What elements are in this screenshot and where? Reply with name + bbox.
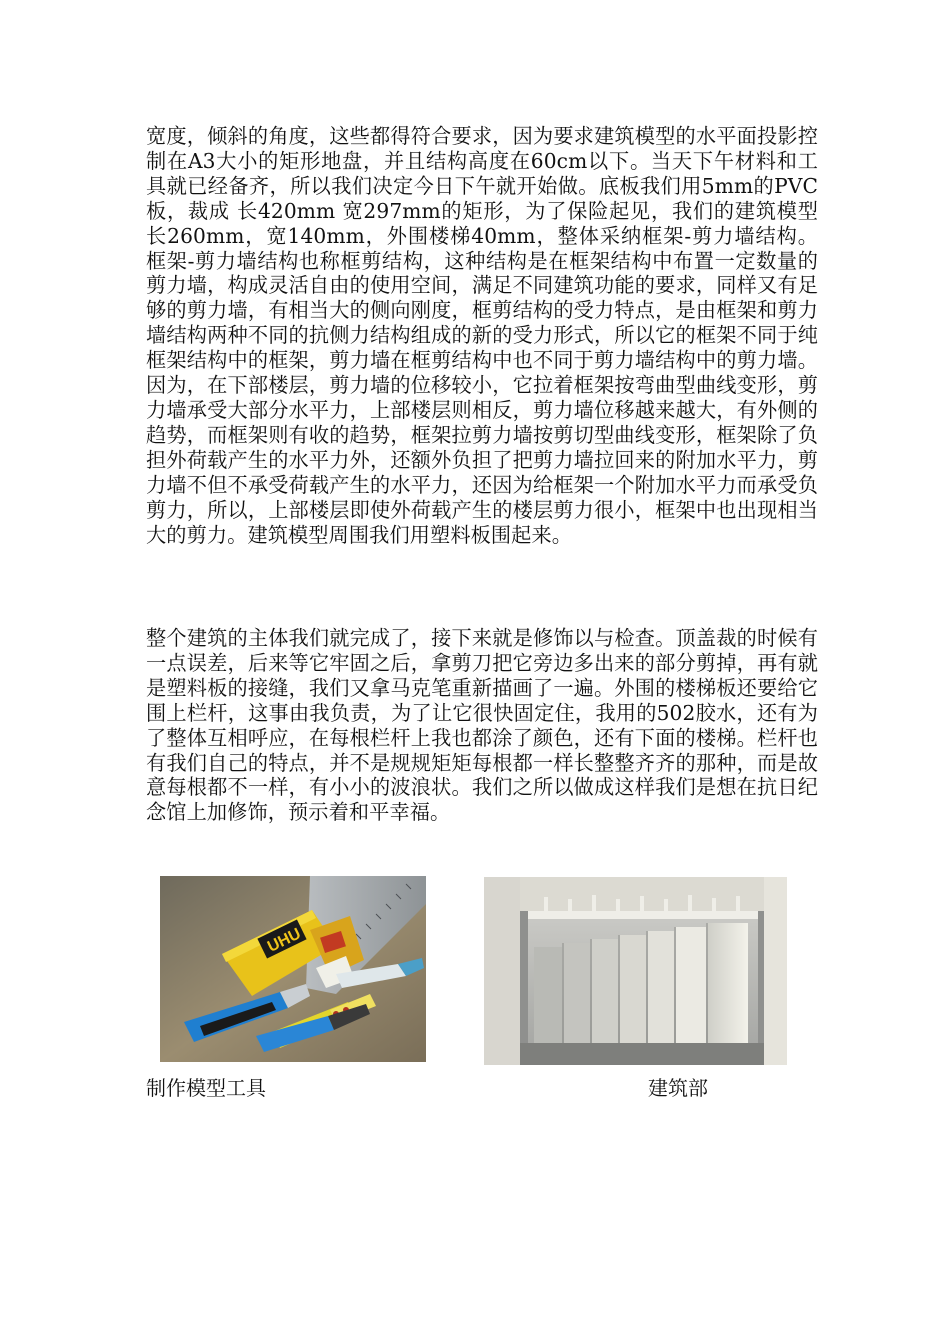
model-right-wall <box>764 877 787 1065</box>
building-photo-caption: 建筑部 <box>648 1076 708 1100</box>
building-photo <box>484 877 787 1065</box>
tools-photo <box>160 876 426 1062</box>
model-bottom-shadow <box>520 1043 764 1065</box>
paragraph-finishing-description: 整个建筑的主体我们就完成了，接下来就是修饰以与检查。顶盖裁的时候有一点误差，后来等它牢固之后，拿剪刀把它旁边多出来的部分剪掉，再有就是塑料板的接缝，我们又拿马克笔重新描画了一遍。外围的楼梯板还要给它围上栏杆，这事由我负责，为了让它很快固定住，我用的502胶水，还有为了整体互相呼应，在每根栏杆上我也都涂了颜色，还有下面的楼梯。栏杆也有我们自己的特点，并不是规规矩矩每根都一样长整整齐齐的那种，而是故意每根都不一样，有小小的波浪状。我们之所以做成这样我们是想在抗日纪念馆上加修饰，预示着和平幸福。 <box>146 626 818 825</box>
model-left-wall <box>484 877 520 1065</box>
building-photo-illustration <box>484 877 787 1065</box>
tools-photo-illustration <box>160 876 426 1062</box>
paragraph-structure-description: 宽度，倾斜的角度，这些都得符合要求，因为要求建筑模型的水平面投影控制在A3大小的矩形地盘，并且结构高度在60cm以下。当天下午材料和工具就已经备齐，所以我们决定今日下午就开始做。底板我们用5mm的PVC板，裁成 长420mm 宽297mm的矩形，为了保险起见，我们的建筑模型长260mm，宽140mm，外围楼梯40mm，整体采纳框架-剪力墙结构。框架-剪力墙结构也称框剪结构，这种结构是在框架结构中布置一定数量的剪力墙，构成灵活自由的使用空间，满足不同建筑功能的要求，同样又有足够的剪力墙，有相当大的侧向刚度，框剪结构的受力特点，是由框架和剪力墙结构两种不同的抗侧力结构组成的新的受力形式，所以它的框架不同于纯框架结构中的框架，剪力墙在框剪结构中也不同于剪力墙结构中的剪力墙。因为，在下部楼层，剪力墙的位移较小，它拉着框架按弯曲型曲线变形，剪力墙承受大部分水平力，上部楼层则相反，剪力墙位移越来越大，有外侧的趋势，而框架则有收的趋势，框架拉剪力墙按剪切型曲线变形，框架除了负担外荷载产生的水平力外，还额外负担了把剪力墙拉回来的附加水平力，剪力墙不但不承受荷载产生的水平力，还因为给框架一个附加水平力而承受负剪力，所以，上部楼层即使外荷载产生的楼层剪力很小，框架中也出现相当大的剪力。建筑模型周围我们用塑料板围起来。 <box>146 124 818 547</box>
tools-photo-caption: 制作模型工具 <box>146 1076 266 1100</box>
package-logo-text: UHU <box>264 925 304 956</box>
